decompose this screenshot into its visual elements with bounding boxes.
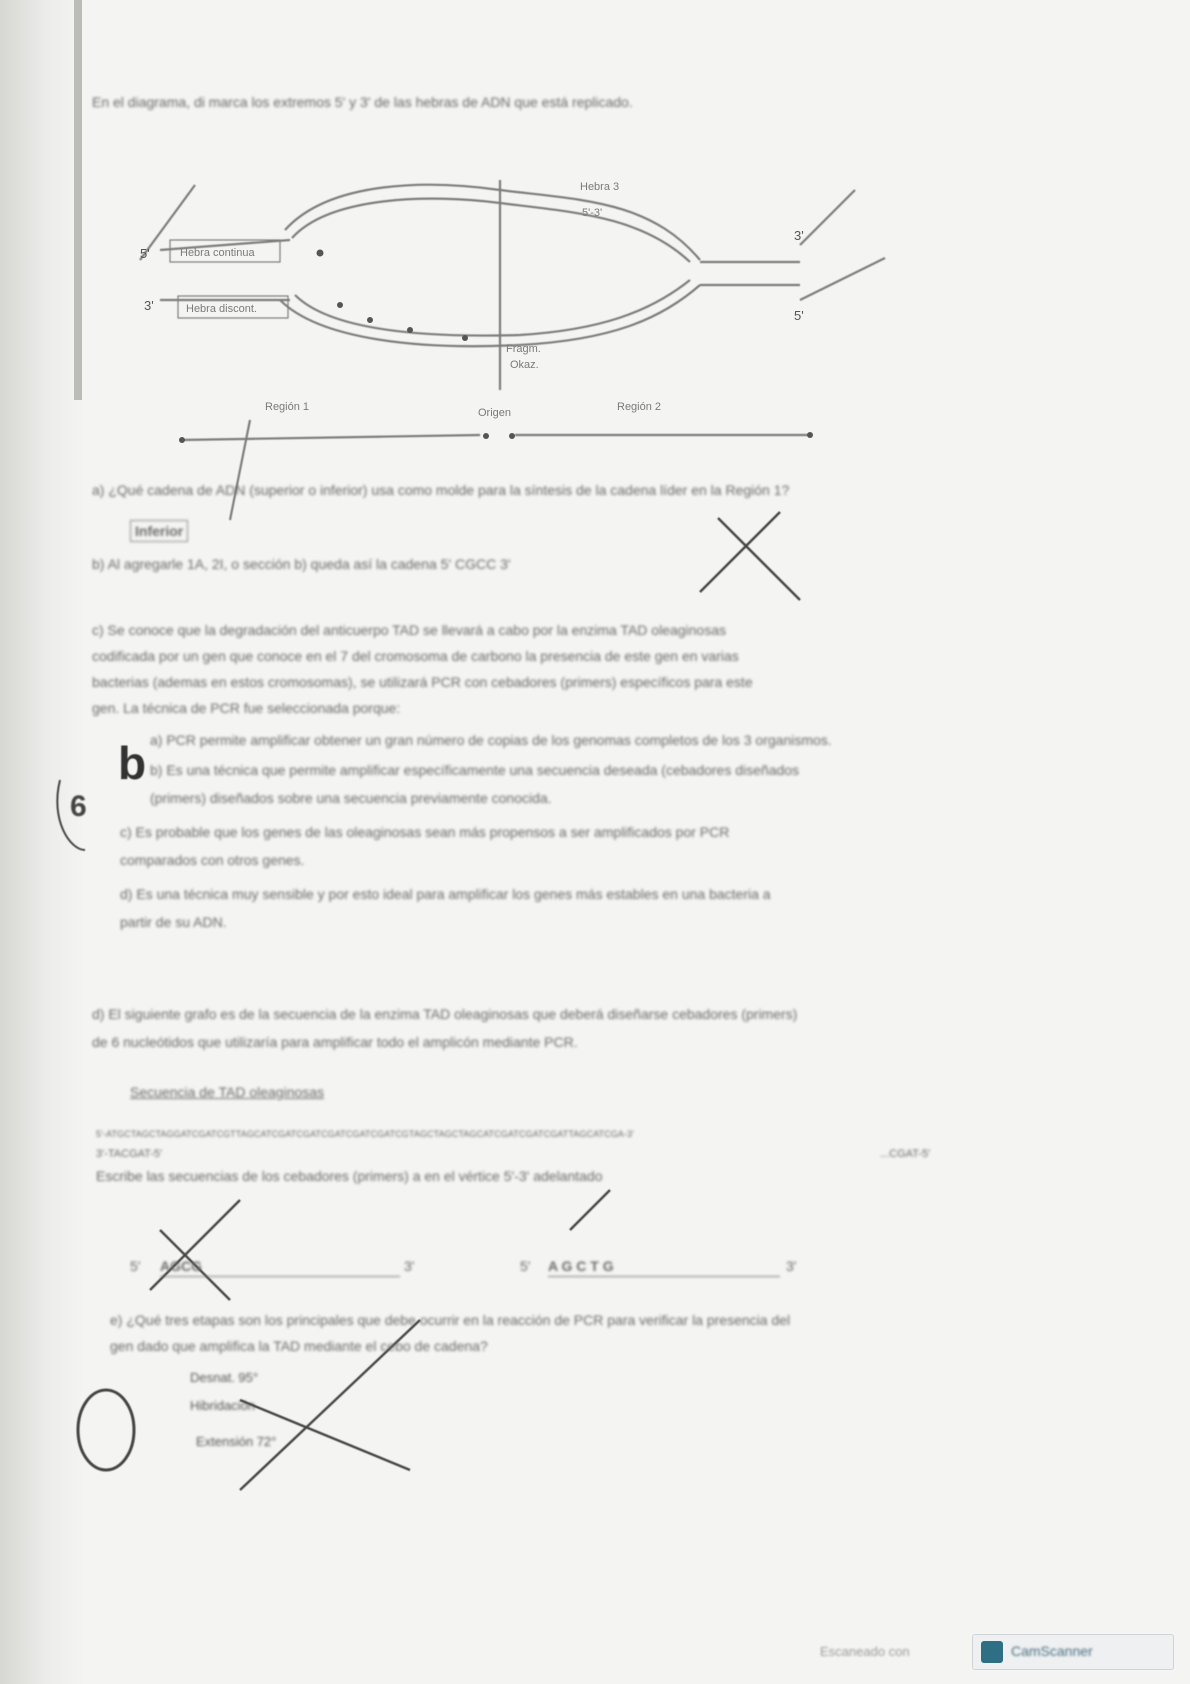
primer-left-value: AGCG [160, 1256, 400, 1277]
label-top-right-sub: 5'-3' [582, 207, 603, 219]
primer-right-prefix: 5' [520, 1258, 531, 1274]
primer-left-suffix: 3' [404, 1258, 415, 1274]
option-c-cont: comparados con otros genes. [120, 852, 305, 868]
end-3-right-top: 3' [794, 228, 804, 243]
handwritten-score: 6 [70, 790, 87, 823]
answer-e-1: Desnat. 95° [190, 1370, 259, 1385]
end-5-top-left: 5' [140, 246, 150, 261]
sequence-heading: Secuencia de TAD oleaginosas [130, 1084, 325, 1100]
question-c-line: codificada por un gen que conoce en el 7 del cromosoma de carbono la presencia de este gen en varias [92, 648, 739, 664]
label-lagging-strand: Hebra discont. [186, 303, 257, 315]
option-d: d) Es una técnica muy sensible y por esto ideal para amplificar los genes más estables en una bacteria a [120, 886, 771, 902]
option-b-cont: (primers) diseñados sobre una secuencia previamente conocida. [150, 790, 552, 806]
sequence-instruction: Escribe las secuencias de los cebadores (primers) a en el vértice 5'-3' adelantado [96, 1168, 603, 1184]
end-5-right-bottom: 5' [794, 308, 804, 323]
camscanner-name: CamScanner [1011, 1643, 1093, 1659]
primer-left-prefix: 5' [130, 1258, 141, 1274]
label-leading-strand: Hebra continua [180, 247, 255, 259]
sequence-line-2: 3'-TACGAT-5' [96, 1148, 163, 1160]
answer-e-2: Hibridación [190, 1398, 256, 1413]
option-d-cont: partir de su ADN. [120, 914, 227, 930]
label-bottom-sub: Okaz. [510, 359, 539, 371]
option-a: a) PCR permite amplificar obtener un gran número de copias de los genomas completos de los 3 organismos. [150, 732, 832, 748]
option-c: c) Es probable que los genes de las oleaginosas sean más propensos a ser amplificados por PCR [120, 824, 730, 840]
end-3-bottom-left: 3' [144, 298, 154, 313]
question-d-line: de 6 nucleótidos que utilizaría para amplificar todo el amplicón mediante PCR. [92, 1034, 578, 1050]
question-a: a) ¿Qué cadena de ADN (superior o inferior) usa como molde para la síntesis de la cadena líder en la Región 1? [92, 482, 790, 498]
footer-scanned-with: Escaneado con [820, 1644, 910, 1659]
camscanner-badge [972, 1634, 1174, 1670]
sequence-line-2-right: ...CGAT-5' [880, 1148, 931, 1160]
label-origin: Origen [478, 407, 512, 419]
sequence-line-1: 5'-ATGCTAGCTAGGATCGATCGTTAGCATCGATCGATCGATCGATCGATCGTAGCTAGCTAGCATCGATCGATCGATTAGCATCGA-3' [96, 1129, 634, 1139]
handwritten-mark-b: b [118, 737, 147, 789]
label-region-1: Región 1 [265, 401, 310, 413]
primer-right-value: A G C T G [548, 1256, 780, 1277]
question-b: b) Al agregarle 1A, 2I, o sección b) queda así la cadena 5' CGCC 3' [92, 556, 511, 572]
answer-e-3: Extensión 72° [196, 1434, 277, 1449]
camscanner-logo-icon [981, 1641, 1003, 1663]
question-c-line: bacterias (ademas en estos cromosomas), se utilizará PCR con cebadores (primers) específicos para este [92, 674, 753, 690]
question-intro: En el diagrama, di marca los extremos 5' y 3' de las hebras de ADN que está replicado. [92, 94, 633, 110]
question-e-line: gen dado que amplifica la TAD mediante el cebo de cadena? [110, 1338, 488, 1354]
primer-right-suffix: 3' [786, 1258, 797, 1274]
question-c-line: gen. La técnica de PCR fue seleccionada porque: [92, 700, 401, 716]
label-region-2: Región 2 [617, 401, 662, 413]
answer-a: Inferior [130, 520, 188, 542]
label-bottom: Fragm. [506, 343, 541, 355]
question-d-line: d) El siguiente grafo es de la secuencia de la enzima TAD oleaginosas que deberá diseñarse cebadores (primers) [92, 1006, 798, 1022]
label-top-right: Hebra 3 [580, 181, 620, 193]
option-b: b) Es una técnica que permite amplificar específicamente una secuencia deseada (cebadores diseñados [150, 762, 800, 778]
question-e-line: e) ¿Qué tres etapas son los principales que debe ocurrir en la reacción de PCR para verificar la presencia del [110, 1312, 791, 1328]
question-c-line: c) Se conoce que la degradación del anticuerpo TAD se llevará a cabo por la enzima TAD oleaginosas [92, 622, 727, 638]
